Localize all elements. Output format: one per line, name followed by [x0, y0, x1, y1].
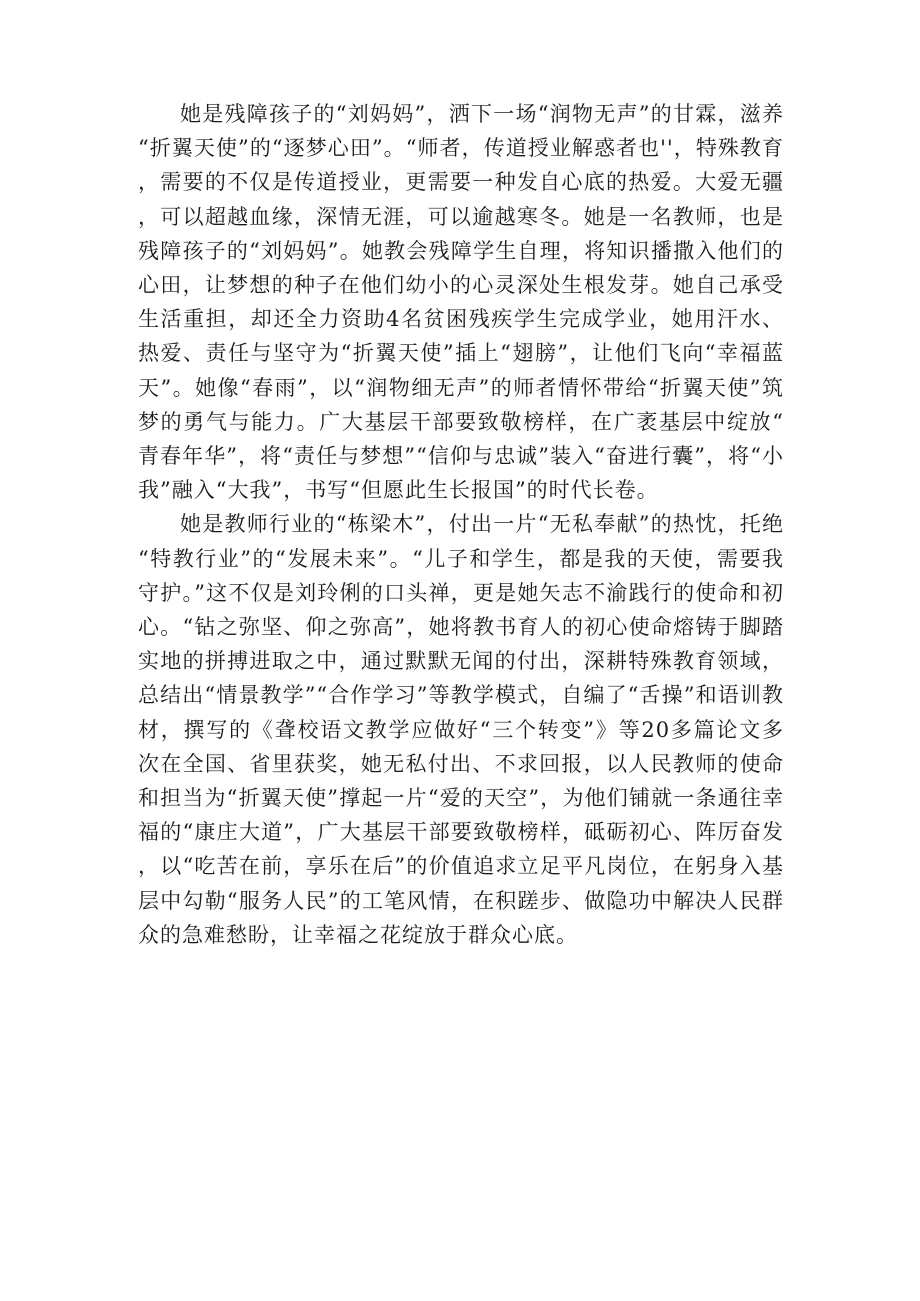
paragraph-2: 她是教师行业的“栋梁木”，付出一片“无私奉献”的热忱，托绝“特教行业”的“发展未来”。“儿子和学生，都是我的天使，需要我守护。”这不仅是刘玲俐的口头禅，更是她矢志不渝践行的使命和初心。“钻之弥坚、仰之弥高”，她将教书育人的初心使命熔铸于脚踏实地的拼搏进取之中，通过默默无闻的付出，深耕特殊教育领域，总结出“情景教学”“合作学习”等教学模式，自编了“舌操”和语训教材，撰写的《聋校语文教学应做好“三个转变”》等20多篇论文多次在全国、省里获奖，她无私付出、不求回报，以人民教师的使命和担当为“折翼天使”撑起一片“爱的天空”，为他们铺就一条通往幸福的“康庄大道”，广大基层干部要致敬榜样，砥砺初心、阵厉奋发，以“吃苦在前，享乐在后”的价值追求立足平凡岗位，在躬身入基层中勾勒“服务人民”的工笔风情，在积蹉步、做隐功中解决人民群众的急难愁盼，让幸福之花绽放于群众心底。	[138, 512, 784, 947]
document-body	[138, 97, 784, 952]
paragraph-1: 她是残障孩子的“刘妈妈”，洒下一场“润物无声”的甘霖，滋养“折翼天使”的“逐梦心田”。“师者，传道授业解惑者也''，特殊教育，需要的不仅是传道授业，更需要一种发自心底的热爱。大爱无疆，可以超越血缘，深情无涯，可以逾越寒冬。她是一名教师，也是残障孩子的“刘妈妈”。她教会残障学生自理，将知识播撒入他们的心田，让梦想的种子在他们幼小的心灵深处生根发芽。她自己承受生活重担，却还全力资助4名贫困残疾学生完成学业，她用汗水、热爱、责任与坚守为“折翼天使”插上“翅膀”，让他们飞向“幸福蓝天”。她像“春雨”，以“润物细无声”的师者情怀带给“折翼天使”筑梦的勇气与能力。广大基层干部要致敬榜样，在广袤基层中绽放“青春年华”，将“责任与梦想”“信仰与忠诚”装入“奋进行囊”，将“小我”融入“大我”，书写“但愿此生长报国”的时代长卷。	[138, 102, 784, 503]
